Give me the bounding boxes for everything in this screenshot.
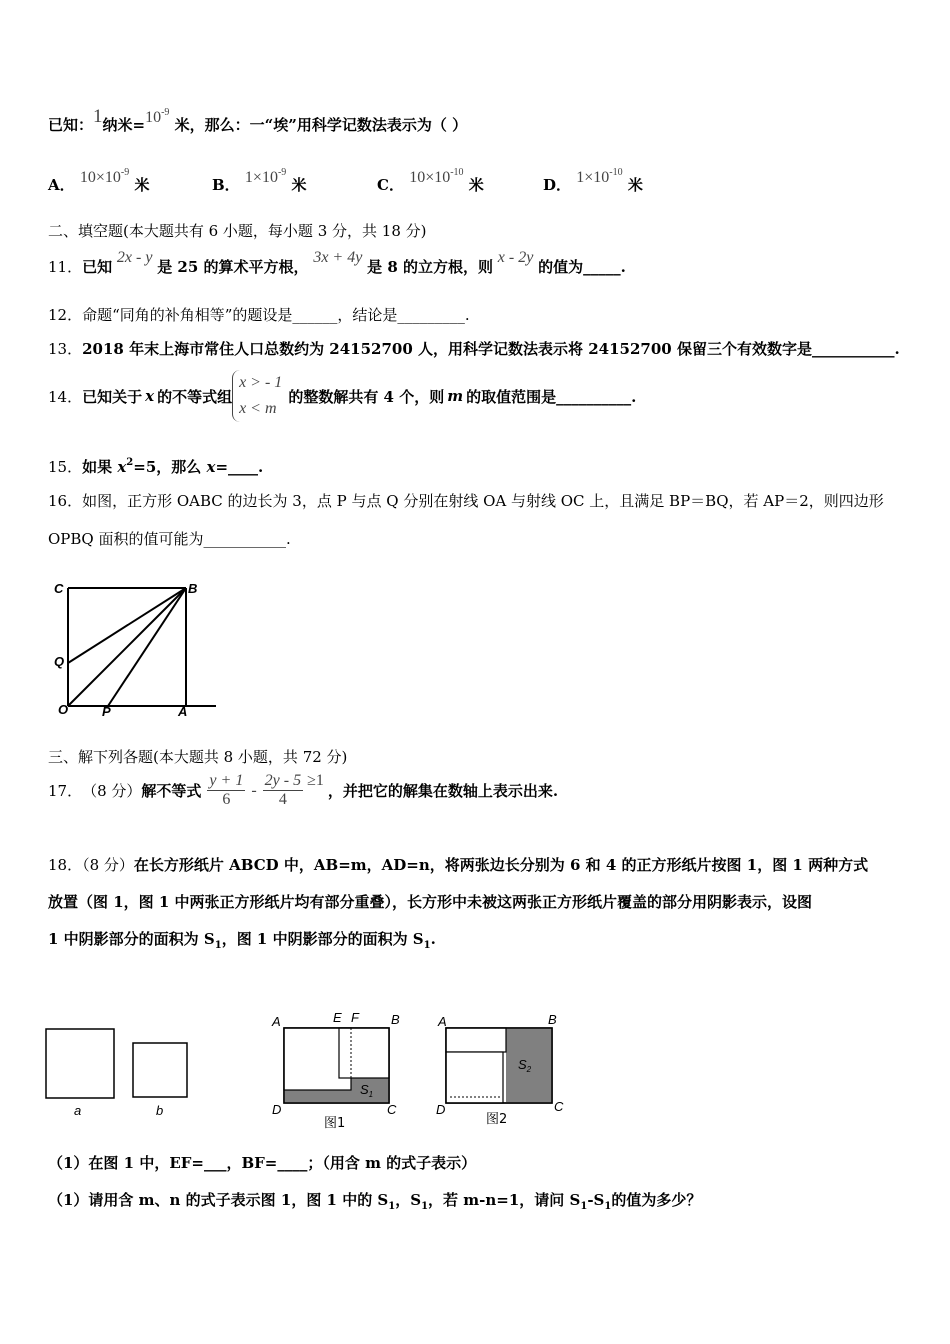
figure-2: [436, 1012, 564, 1127]
svg-text:B: B: [548, 1012, 557, 1027]
label-q: Q: [54, 654, 65, 669]
label-o: O: [58, 702, 69, 717]
fraction-2: $\frac{2y - 5}{4}$: [264, 772, 302, 808]
label-a: a: [74, 1103, 82, 1118]
option-d: D． $1\times 10^{-10}$ 米: [543, 167, 643, 194]
section-3-title: 三、解下列各题(本大题共 8 小题，共 72 分): [48, 748, 348, 766]
q16-line2: OPBQ 面积的值可能为___________.: [48, 530, 291, 548]
q18-part1: （1）在图 1 中，EF=___，BF=____；（用含 m 的式子表示）: [48, 1154, 477, 1172]
q10-stem: 已知：1纳米$=10^{-9}$ 米，那么：一“埃”用科学记数法表示为（ ）: [48, 106, 468, 134]
segment-pb: [108, 588, 186, 706]
q14: 14． 已知关于 x 的不等式组 x > - 1 x < m 的整数解共有 4 个，则 m 的取值范围是__________.: [48, 370, 636, 422]
q12: 12．命题“同角的补角相等”的题设是______，结论是_________.: [48, 306, 470, 324]
svg-text:B: B: [391, 1012, 400, 1027]
label-a: A: [178, 704, 188, 719]
q17: 17． （8 分） 解不等式 $\frac{y + 1}{6}$ - $\frac{2y - 5}{4}$ ≥1 ，并把它的解集在数轴上表示出来.: [48, 771, 559, 808]
svg-text:A: A: [438, 1014, 447, 1029]
option-a: A． $10\times 10^{-9}$ 米: [48, 167, 150, 194]
q18-line2: 放置（图 1，图 1 中两张正方形纸片均有部分重叠），长方形中未被这两张正方形纸片覆盖的部分用阴影表示，设图: [48, 893, 813, 911]
section-2-title: 二、填空题(本大题共有 6 小题，每小题 3 分，共 18 分): [48, 222, 427, 240]
caption-fig2: 图2: [486, 1112, 508, 1127]
figure-1: [271, 1010, 400, 1131]
big-square-top: [446, 1028, 506, 1052]
q16-line1: 16．如图，正方形 OABC 的边长为 3，点 P 与点 Q 分别在射线 OA 与射线 OC 上，且满足 BP＝BQ，若 AP＝2，则四边形: [48, 492, 884, 510]
label-b: B: [188, 581, 198, 596]
fraction-1: $\frac{y + 1}{6}$: [209, 772, 244, 808]
square-a: [46, 1029, 114, 1098]
label-c: C: [54, 581, 64, 596]
q16-square-figure: [48, 572, 228, 722]
q18-line1: 18．（8 分）在长方形纸片 ABCD 中，AB=m，AD=n，将两张边长分别为 6 和 4 的正方形纸片按图 1，图 1 两种方式: [48, 856, 869, 874]
q18-part2: （1）请用含 m、n 的式子表示图 1，图 1 中的 $S_1$，$S_1$，若 m-n=1，请问 $S_1-S_1$的值为多少？: [48, 1191, 702, 1212]
q15: 15．如果 $x^2=5$，那么 x=____.: [48, 457, 264, 476]
label-p: P: [102, 704, 111, 719]
option-c: C． $10\times 10^{-10}$ 米: [377, 167, 484, 194]
label-b: b: [156, 1103, 164, 1118]
segment-qb: [68, 588, 186, 663]
svg-text:A: A: [272, 1014, 281, 1029]
label-s1: $S_1$: [360, 1082, 374, 1099]
svg-text:D: D: [272, 1102, 282, 1117]
label-s2: $S_2$: [518, 1057, 532, 1074]
q18-line3: 1 中阴影部分的面积为 $S_1$，图 1 中阴影部分的面积为 $S_1$.: [48, 930, 436, 951]
q13: 13．2018 年末上海市常住人口总数约为 24152700 人，用科学记数法表示将 24152700 保留三个有效数字是___________.: [48, 340, 900, 358]
caption-fig1: 图1: [324, 1116, 346, 1131]
option-b: B． $1\times 10^{-9}$ 米: [212, 167, 307, 194]
q11: 11．已知 2x - y 是 25 的算术平方根， 3x + 4y 是 8 的立方根，则 x - 2y 的值为_____.: [48, 249, 626, 276]
svg-text:E: E: [333, 1010, 342, 1025]
square-b: [133, 1043, 187, 1097]
svg-text:C: C: [387, 1102, 397, 1117]
svg-text:C: C: [554, 1099, 564, 1114]
inequality-system: x > - 1 x < m: [232, 370, 282, 422]
small-square-fig2: [446, 1052, 503, 1103]
svg-text:F: F: [351, 1010, 359, 1025]
small-square-fig1: [339, 1028, 389, 1078]
segment-ob: [68, 588, 186, 706]
svg-text:D: D: [436, 1102, 446, 1117]
q18-figures: [40, 1008, 580, 1136]
